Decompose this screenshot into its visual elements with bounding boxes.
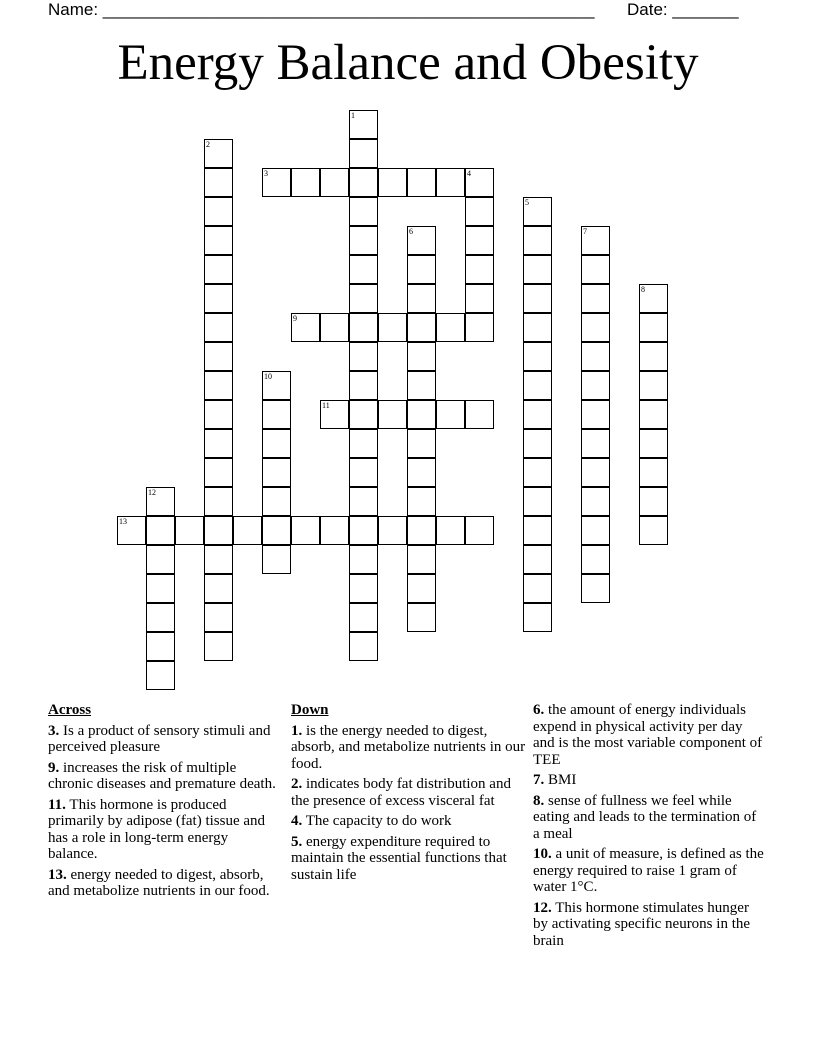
- grid-cell[interactable]: [581, 400, 610, 429]
- grid-cell[interactable]: [465, 226, 494, 255]
- clue-item-number: 9.: [48, 759, 60, 776]
- clue-text: energy needed to digest, absorb, and metabolize nutrients in our food.: [48, 866, 270, 899]
- grid-cell[interactable]: [639, 458, 668, 487]
- grid-cell[interactable]: [407, 545, 436, 574]
- grid-cell[interactable]: [320, 168, 349, 197]
- clue-item: [533, 900, 765, 950]
- grid-cell[interactable]: [378, 400, 407, 429]
- grid-cell[interactable]: [349, 632, 378, 661]
- across-list: [48, 723, 280, 900]
- grid-cell[interactable]: [204, 342, 233, 371]
- down-clues-continued: [533, 702, 765, 953]
- grid-cell[interactable]: [407, 429, 436, 458]
- grid-cell[interactable]: [204, 197, 233, 226]
- grid-cell[interactable]: [204, 458, 233, 487]
- down-list-continued: [533, 702, 765, 949]
- clue-text: Is a product of sensory stimuli and perceived pleasure: [48, 722, 271, 755]
- grid-cell[interactable]: [204, 255, 233, 284]
- clue-number: 8: [641, 285, 645, 294]
- grid-cell[interactable]: [378, 168, 407, 197]
- grid-cell[interactable]: [407, 342, 436, 371]
- clue-number: 7: [583, 227, 587, 236]
- clue-item: [533, 846, 765, 896]
- grid-cell[interactable]: [523, 255, 552, 284]
- grid-cell[interactable]: [639, 429, 668, 458]
- grid-cell[interactable]: [204, 545, 233, 574]
- grid-cell[interactable]: [204, 313, 233, 342]
- clue-item: [291, 723, 529, 773]
- grid-cell[interactable]: [349, 487, 378, 516]
- clue-number: 11: [322, 401, 330, 410]
- grid-cell[interactable]: [581, 255, 610, 284]
- grid-cell[interactable]: [465, 313, 494, 342]
- down-heading: Down: [291, 702, 329, 718]
- grid-cell[interactable]: [407, 284, 436, 313]
- clue-item: [291, 834, 529, 884]
- grid-cell[interactable]: [349, 603, 378, 632]
- grid-cell[interactable]: [523, 603, 552, 632]
- grid-cell[interactable]: [436, 168, 465, 197]
- grid-cell[interactable]: [349, 139, 378, 168]
- grid-cell[interactable]: [204, 487, 233, 516]
- grid-cell[interactable]: [523, 313, 552, 342]
- grid-cell[interactable]: [204, 574, 233, 603]
- clue-item-number: 1.: [291, 722, 303, 739]
- grid-cell[interactable]: [175, 516, 204, 545]
- date-line: Date: _______: [627, 0, 739, 19]
- grid-cell[interactable]: [465, 168, 494, 197]
- grid-cell[interactable]: [349, 574, 378, 603]
- down-list: [291, 723, 529, 884]
- clue-item-number: 6.: [533, 702, 545, 718]
- clue-number: 4: [467, 169, 471, 178]
- grid-cell[interactable]: [204, 139, 233, 168]
- grid-cell[interactable]: [465, 400, 494, 429]
- grid-cell[interactable]: [204, 284, 233, 313]
- grid-cell[interactable]: [204, 603, 233, 632]
- grid-cell[interactable]: [523, 400, 552, 429]
- clue-item-number: 12.: [533, 899, 552, 916]
- grid-cell[interactable]: [465, 197, 494, 226]
- clue-text: is the energy needed to digest, absorb, and metabolize nutrients in our food.: [291, 722, 526, 772]
- grid-cell[interactable]: [349, 168, 378, 197]
- clue-item-number: 11.: [48, 796, 66, 813]
- grid-cell[interactable]: [436, 400, 465, 429]
- clue-text: The capacity to do work: [305, 813, 452, 829]
- clue-number: 1: [351, 111, 355, 120]
- grid-cell[interactable]: [523, 371, 552, 400]
- grid-cell[interactable]: [204, 168, 233, 197]
- grid-cell[interactable]: [581, 516, 610, 545]
- grid-cell[interactable]: [204, 516, 233, 545]
- grid-cell[interactable]: [581, 284, 610, 313]
- clue-item-number: 5.: [291, 833, 303, 850]
- grid-cell[interactable]: [320, 400, 349, 429]
- grid-cell[interactable]: [262, 487, 291, 516]
- grid-cell[interactable]: [262, 458, 291, 487]
- clue-number: 2: [206, 140, 210, 149]
- grid-cell[interactable]: [581, 342, 610, 371]
- clue-number: 3: [264, 169, 268, 178]
- grid-cell[interactable]: [262, 168, 291, 197]
- grid-cell[interactable]: [523, 574, 552, 603]
- grid-cell[interactable]: [349, 545, 378, 574]
- clue-item: [48, 760, 280, 793]
- grid-cell[interactable]: [639, 284, 668, 313]
- grid-cell[interactable]: [523, 516, 552, 545]
- grid-cell[interactable]: [581, 429, 610, 458]
- grid-cell[interactable]: [349, 429, 378, 458]
- grid-cell[interactable]: [639, 400, 668, 429]
- grid-cell[interactable]: [320, 516, 349, 545]
- clue-item: [533, 793, 765, 843]
- clue-number: 13: [119, 517, 127, 526]
- grid-cell[interactable]: [581, 226, 610, 255]
- grid-cell[interactable]: [639, 313, 668, 342]
- grid-cell[interactable]: [349, 516, 378, 545]
- grid-cell[interactable]: [581, 574, 610, 603]
- grid-cell[interactable]: [407, 603, 436, 632]
- down-clues: [291, 702, 529, 887]
- grid-cell[interactable]: [523, 487, 552, 516]
- grid-cell[interactable]: [581, 487, 610, 516]
- grid-cell[interactable]: [146, 574, 175, 603]
- clue-item-number: 2.: [291, 776, 303, 792]
- grid-cell[interactable]: [262, 400, 291, 429]
- grid-cell[interactable]: [465, 284, 494, 313]
- grid-cell[interactable]: [436, 516, 465, 545]
- grid-cell[interactable]: [204, 632, 233, 661]
- grid-cell[interactable]: [407, 168, 436, 197]
- grid-cell[interactable]: [407, 400, 436, 429]
- clue-text: the amount of energy individuals expend in physical activity per day and is the most variable component of TEE: [533, 702, 763, 768]
- clue-item: [291, 776, 529, 809]
- grid-cell[interactable]: [639, 342, 668, 371]
- grid-cell[interactable]: [349, 458, 378, 487]
- clue-item: [291, 813, 529, 830]
- grid-cell[interactable]: [233, 516, 262, 545]
- grid-cell[interactable]: [291, 313, 320, 342]
- clue-item-number: 3.: [48, 722, 60, 739]
- grid-cell[interactable]: [523, 197, 552, 226]
- clue-number: 6: [409, 227, 413, 236]
- clue-number: 10: [264, 372, 272, 381]
- across-heading: Across: [48, 702, 92, 718]
- grid-cell[interactable]: [146, 603, 175, 632]
- grid-cell[interactable]: [291, 168, 320, 197]
- clue-text: BMI: [548, 772, 577, 788]
- grid-cell[interactable]: [581, 545, 610, 574]
- clue-text: increases the risk of multiple chronic diseases and premature death.: [48, 759, 276, 792]
- clue-item: [48, 723, 280, 756]
- clue-item-number: 8.: [533, 792, 545, 809]
- grid-cell[interactable]: [204, 371, 233, 400]
- grid-cell[interactable]: [639, 487, 668, 516]
- grid-cell[interactable]: [204, 400, 233, 429]
- page-title: Energy Balance and Obesity: [117, 35, 699, 91]
- grid-cell[interactable]: [262, 371, 291, 400]
- grid-cell[interactable]: [436, 313, 465, 342]
- grid-cell[interactable]: [407, 574, 436, 603]
- grid-cell[interactable]: [146, 516, 175, 545]
- clue-item-number: 4.: [291, 813, 303, 829]
- clue-item-number: 7.: [533, 772, 545, 788]
- grid-cell[interactable]: [146, 632, 175, 661]
- clue-text: This hormone is produced primarily by adipose (fat) tissue and has a role in long-term energy balance.: [48, 796, 266, 862]
- grid-cell[interactable]: [378, 313, 407, 342]
- grid-cell[interactable]: [407, 516, 436, 545]
- grid-cell[interactable]: [204, 226, 233, 255]
- grid-cell[interactable]: [349, 371, 378, 400]
- clue-number: 5: [525, 198, 529, 207]
- grid-cell[interactable]: [349, 400, 378, 429]
- grid-cell[interactable]: [639, 371, 668, 400]
- name-line: Name: ____________________________________________________: [48, 0, 595, 19]
- grid-cell[interactable]: [320, 313, 349, 342]
- grid-cell[interactable]: [262, 429, 291, 458]
- grid-cell[interactable]: [523, 429, 552, 458]
- clue-text: a unit of measure, is defined as the energy required to raise 1 gram of water 1°C.: [533, 846, 764, 895]
- grid-cell[interactable]: [349, 110, 378, 139]
- grid-cell[interactable]: [146, 661, 175, 690]
- grid-cell[interactable]: [262, 516, 291, 545]
- grid-cell[interactable]: [523, 284, 552, 313]
- grid-cell[interactable]: [349, 313, 378, 342]
- clue-item: [533, 702, 765, 768]
- clue-text: indicates body fat distribution and the presence of excess visceral fat: [291, 776, 511, 809]
- grid-cell[interactable]: [523, 342, 552, 371]
- grid-cell[interactable]: [581, 313, 610, 342]
- grid-cell[interactable]: [378, 516, 407, 545]
- grid-cell[interactable]: [146, 487, 175, 516]
- grid-cell[interactable]: [407, 226, 436, 255]
- clue-text: energy expenditure required to maintain the essential functions that sustain life: [291, 833, 507, 883]
- grid-cell[interactable]: [407, 487, 436, 516]
- grid-cell[interactable]: [291, 516, 320, 545]
- clue-item: [48, 797, 280, 863]
- grid-cell[interactable]: [639, 516, 668, 545]
- clue-text: sense of fullness we feel while eating and leads to the termination of a meal: [533, 792, 757, 842]
- clue-item: [48, 867, 280, 900]
- grid-cell[interactable]: [581, 371, 610, 400]
- clue-text: This hormone stimulates hunger by activating specific neurons in the brain: [533, 899, 751, 949]
- grid-cell[interactable]: [523, 545, 552, 574]
- grid-cell[interactable]: [349, 226, 378, 255]
- grid-cell[interactable]: [146, 545, 175, 574]
- grid-cell[interactable]: [204, 429, 233, 458]
- grid-cell[interactable]: [117, 516, 146, 545]
- across-clues: [48, 702, 280, 904]
- grid-cell[interactable]: [349, 284, 378, 313]
- clue-number: 9: [293, 314, 297, 323]
- clue-item-number: 10.: [533, 846, 552, 862]
- grid-cell[interactable]: [407, 255, 436, 284]
- grid-cell[interactable]: [262, 545, 291, 574]
- grid-cell[interactable]: [349, 197, 378, 226]
- clue-item-number: 13.: [48, 866, 67, 883]
- grid-cell[interactable]: [407, 371, 436, 400]
- grid-cell[interactable]: [523, 226, 552, 255]
- grid-cell[interactable]: [581, 458, 610, 487]
- grid-cell[interactable]: [465, 516, 494, 545]
- grid-cell[interactable]: [523, 458, 552, 487]
- clue-number: 12: [148, 488, 156, 497]
- grid-cell[interactable]: [465, 255, 494, 284]
- grid-cell[interactable]: [349, 342, 378, 371]
- grid-cell[interactable]: [407, 313, 436, 342]
- grid-cell[interactable]: [407, 458, 436, 487]
- clue-item: [533, 772, 765, 789]
- grid-cell[interactable]: [349, 255, 378, 284]
